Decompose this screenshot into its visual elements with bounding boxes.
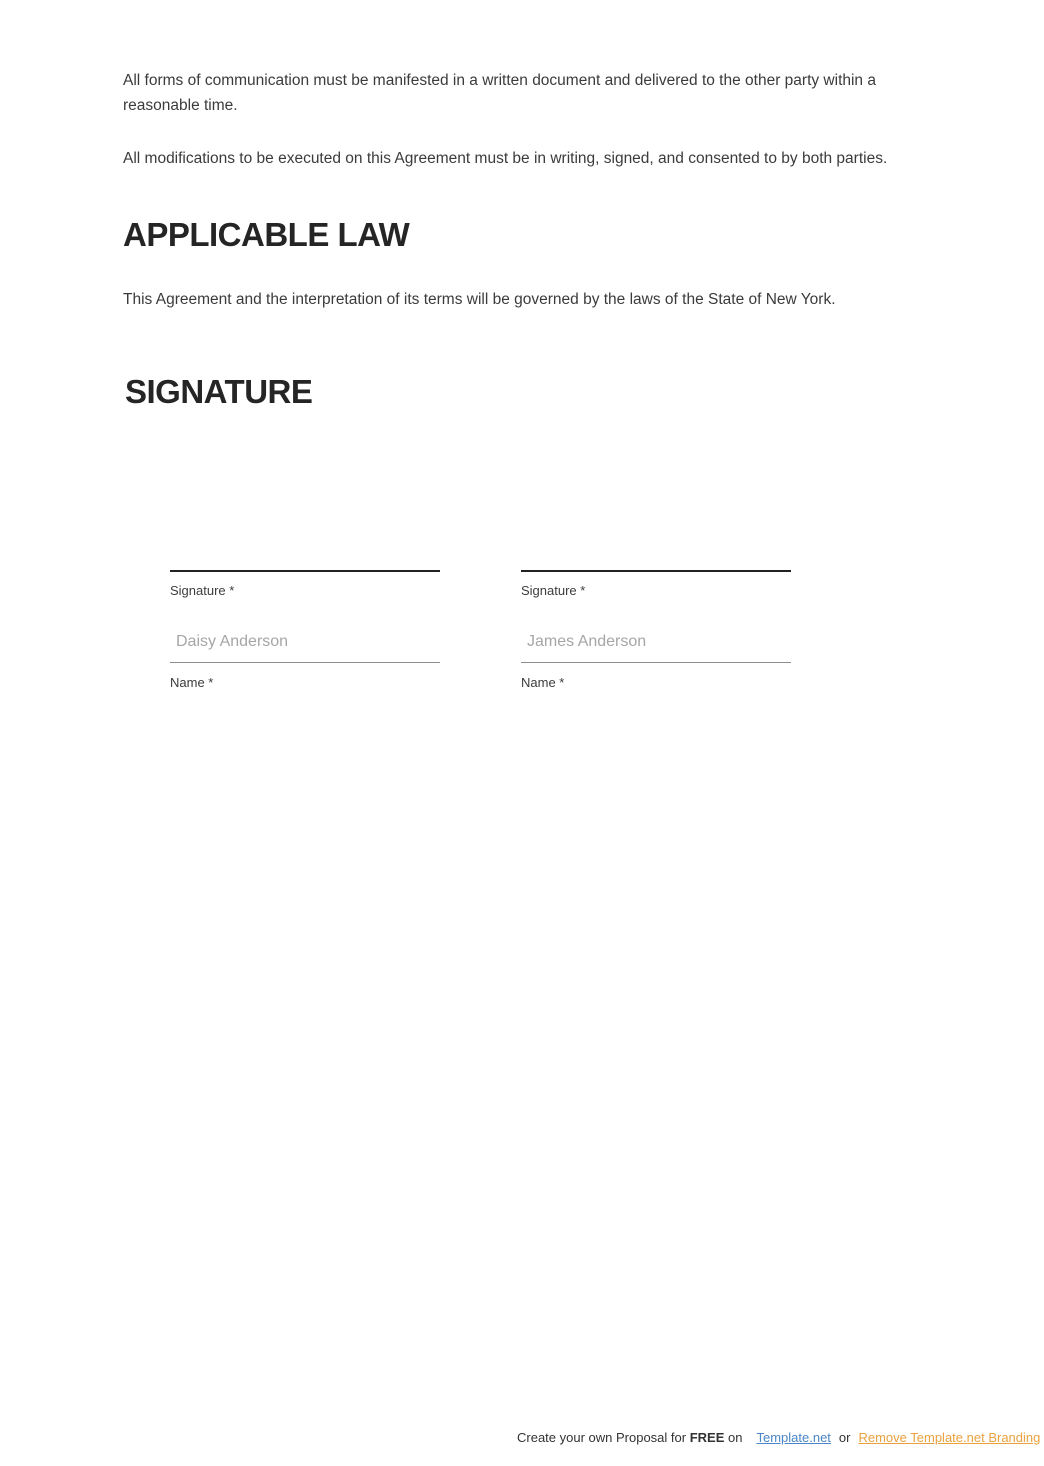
footer-free-label: FREE	[689, 1430, 725, 1445]
footer-text-on: on	[728, 1430, 743, 1445]
signature-block-left	[170, 570, 440, 692]
applicable-law-heading: APPLICABLE LAW	[123, 216, 410, 253]
signature-field-line[interactable]	[521, 570, 791, 572]
signature-field-line[interactable]	[170, 570, 440, 572]
name-label: Name *	[170, 675, 214, 690]
paragraph-communication: All forms of communication must be manifested in a written document and delivered to the other party within a reasonable time.	[123, 72, 876, 114]
name-label: Name *	[521, 675, 565, 690]
name-input[interactable]: Daisy Anderson	[170, 632, 440, 663]
footer-text-or: or	[838, 1430, 851, 1445]
signature-section	[170, 570, 921, 692]
signature-label: Signature *	[521, 583, 586, 598]
signature-heading: SIGNATURE	[125, 373, 313, 410]
signature-label: Signature *	[170, 583, 235, 598]
remove-branding-link[interactable]: Remove Template.net Branding	[858, 1430, 1041, 1445]
branding-footer	[517, 1429, 1040, 1446]
footer-text-prefix: Create your own Proposal for	[517, 1430, 687, 1445]
name-input[interactable]: James Anderson	[521, 632, 791, 663]
template-net-link[interactable]: Template.net	[756, 1430, 831, 1445]
governing-law-paragraph: This Agreement and the interpretation of its terms will be governed by the laws of the State of New York.	[123, 291, 836, 308]
signature-block-right	[521, 570, 791, 692]
paragraph-modifications: All modifications to be executed on this Agreement must be in writing, signed, and consented to by both parties.	[123, 150, 888, 167]
document-content	[0, 0, 1044, 692]
